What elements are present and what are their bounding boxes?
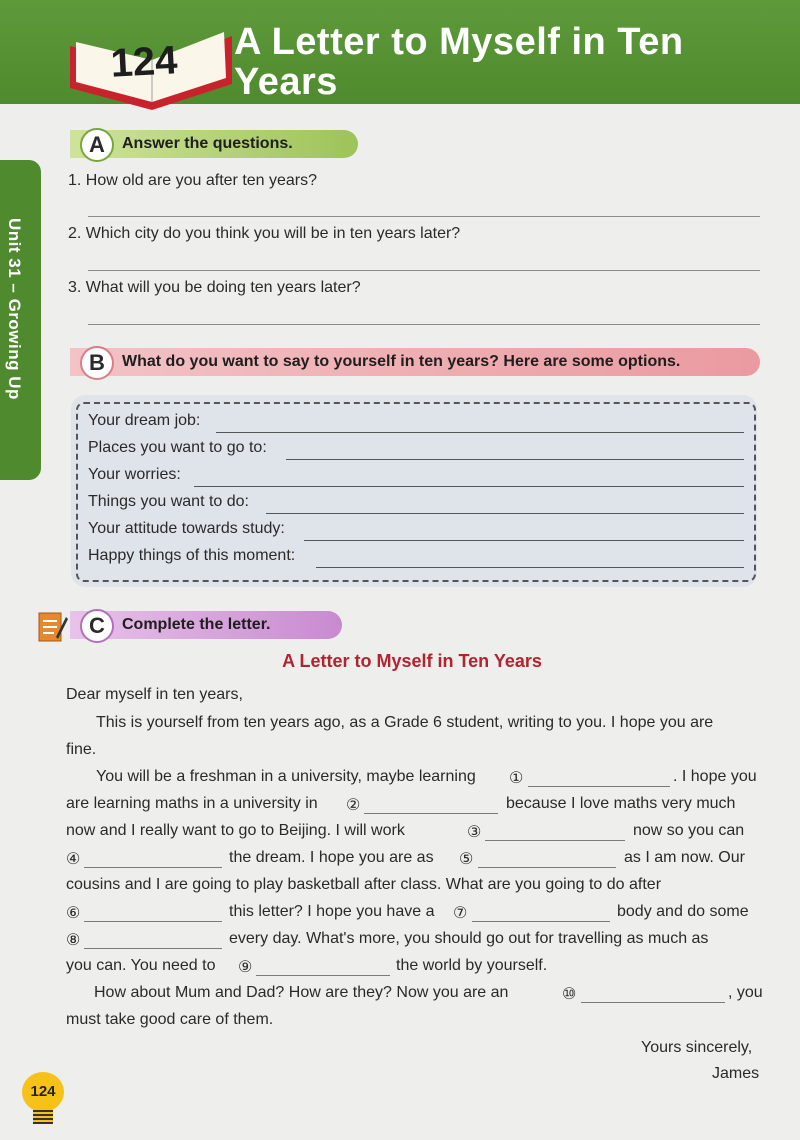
letter-salutation: Dear myself in ten years, [66,686,243,703]
option-line-5[interactable] [304,540,744,541]
letter-line: as I am now. Our [624,849,745,866]
blank-marker-2: ② [346,797,361,814]
blank-marker-8: ⑧ [66,932,81,949]
letter-line: How about Mum and Dad? How are they? Now you are an [94,984,509,1001]
letter-line: because I love maths very much [506,795,736,812]
option-dream-job: Your dream job: [88,412,201,429]
blank-10[interactable] [581,1002,725,1003]
letter-line: must take good care of them. [66,1011,274,1028]
letter-line: now so you can [633,822,745,839]
blank-7[interactable] [472,921,610,922]
blank-marker-10: ⑩ [562,986,577,1003]
letter-closing: Yours sincerely, [641,1039,753,1056]
blank-marker-5: ⑤ [459,851,474,868]
option-happy-things: Happy things of this moment: [88,547,296,564]
letter-signature: James [712,1065,760,1082]
section-a-instruction: Answer the questions. [122,135,293,152]
unit-label: Unit 31 – Growing Up [5,218,24,400]
blank-4[interactable] [84,867,222,868]
answer-line-3[interactable] [88,324,760,325]
option-things-to-do: Things you want to do: [88,493,249,510]
page-title: A Letter to Myself in Ten Years [234,21,684,103]
section-b-instruction: What do you want to say to yourself in ten years? Here are some options. [122,353,681,370]
lightbulb-icon [22,1072,64,1112]
option-places: Places you want to go to: [88,439,267,456]
letter-line: every day. What's more, you should go out for travelling as much as [229,930,709,947]
section-b-badge: B [80,346,114,380]
blank-6[interactable] [84,921,222,922]
blank-1[interactable] [528,786,670,787]
question-3: 3. What will you be doing ten years later? [68,279,361,296]
option-line-4[interactable] [266,513,744,514]
question-2: 2. Which city do you think you will be in ten years later? [68,225,461,242]
blank-8[interactable] [84,948,222,949]
letter-line: the dream. I hope you are as [229,849,434,866]
notepad-pencil-icon [38,609,68,643]
letter-line: You will be a freshman in a university, maybe learning [96,768,476,785]
section-c-badge: C [80,609,114,643]
option-line-1[interactable] [216,432,744,433]
letter-line: you can. You need to [66,957,216,974]
letter-line: This is yourself from ten years ago, as a Grade 6 student, writing to you. I hope you are [96,714,714,731]
page-number: 124 [30,1083,56,1100]
section-c-instruction: Complete the letter. [122,616,271,633]
lesson-number: 124 [109,38,179,86]
letter-line: body and do some [617,903,749,920]
blank-marker-1: ① [509,770,524,787]
blank-marker-3: ③ [467,824,482,841]
letter-line: , you [728,984,763,1001]
letter-line: cousins and I are going to play basketball after class. What are you going to do after [66,876,662,893]
blank-marker-9: ⑨ [238,959,253,976]
answer-line-2[interactable] [88,270,760,271]
option-line-6[interactable] [316,567,744,568]
unit-side-tab [0,160,41,480]
letter-line: now and I really want to go to Beijing. I will work [66,822,405,839]
letter-line: . I hope you [673,768,757,785]
question-1: 1. How old are you after ten years? [68,172,318,189]
letter-line: are learning maths in a university in [66,795,318,812]
blank-5[interactable] [478,867,616,868]
blank-3[interactable] [485,840,625,841]
blank-2[interactable] [364,813,498,814]
blank-9[interactable] [256,975,390,976]
blank-marker-7: ⑦ [453,905,468,922]
blank-marker-6: ⑥ [66,905,81,922]
option-line-2[interactable] [286,459,744,460]
letter-line: fine. [66,741,97,758]
blank-marker-4: ④ [66,851,81,868]
letter-title: A Letter to Myself in Ten Years [282,651,542,671]
lightbulb-base [33,1110,53,1124]
letter-line: this letter? I hope you have a [229,903,435,920]
section-a-badge: A [80,128,114,162]
option-line-3[interactable] [194,486,744,487]
answer-line-1[interactable] [88,216,760,217]
option-worries: Your worries: [88,466,181,483]
letter-line: the world by yourself. [396,957,548,974]
option-attitude: Your attitude towards study: [88,520,285,537]
